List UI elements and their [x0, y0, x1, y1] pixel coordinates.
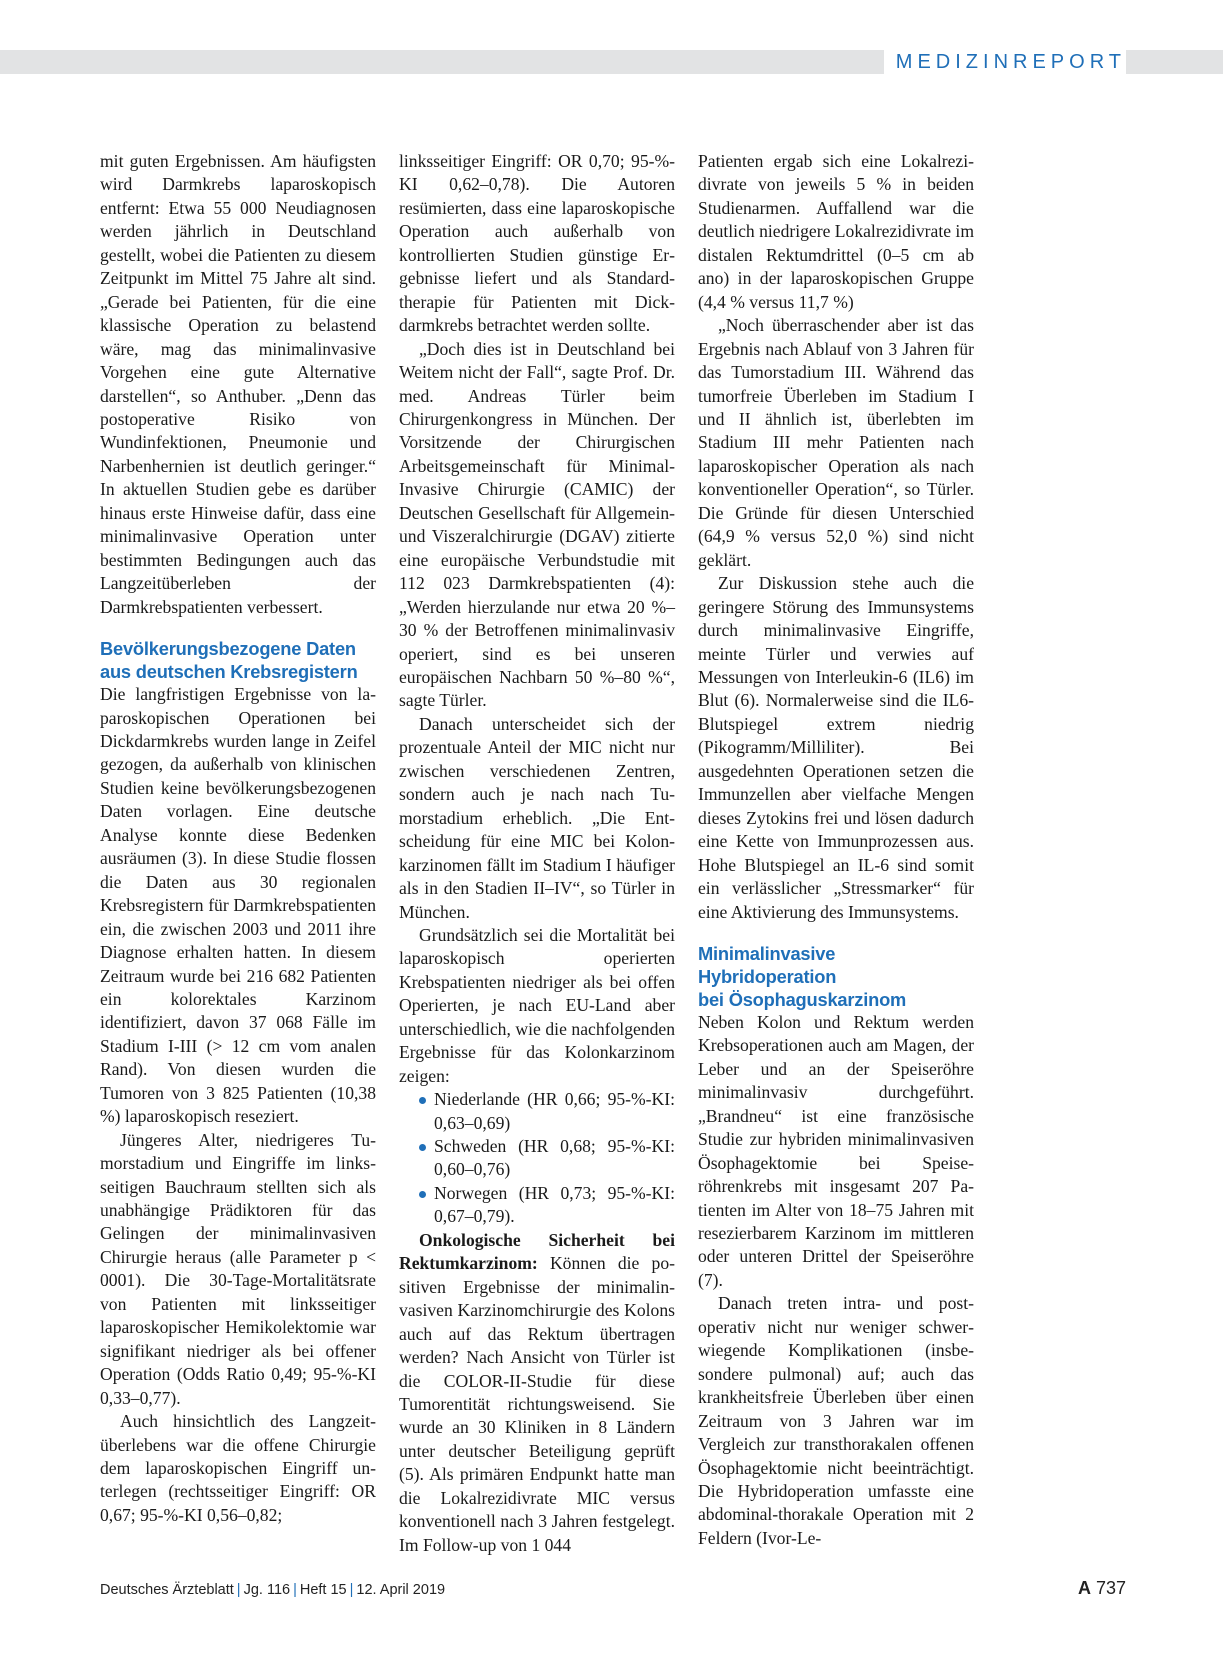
- separator: |: [236, 1582, 241, 1598]
- subheading-line: Minimalinvasive Hybridoperation: [698, 942, 837, 987]
- bullet-item: Niederlande (HR 0,66; 95-%-KI: 0,63–0,69): [399, 1088, 675, 1135]
- footer: [100, 1582, 445, 1598]
- paragraph: Auch hinsichtlich des Langzeitüberlebens war die offene Chirurgie dem laparoskopischen Eingriff unterlegen (rechtsseitiger Eingriff: OR 0,67; 95-%-KI 0,56–0,82;: [100, 1411, 376, 1525]
- paragraph: Die langfristigen Ergebnisse von laparoskopischen Operationen bei Dickdarmkrebs wurden lange in Zeifel gezogen, da außerhalb von klinischen Studien keine bevölkerungsbezogenen Daten vorlagen. Eine deutsche Analyse konnte diese Bedenken ausräumen (3). In diese Studie flossen die Daten aus 30 regionalen Krebsregistern für Darmkrebspatienten ein, die zwischen 2003 und 2011 ihre Diagnose erhalten hatten. In diesem Zeitraum wurde bei 216 682 Patienten ein kolorektales Karzinom identifiziert, davon 37 068 Fälle im Stadium I-III (> 12 cm vom analen Rand). Von diesen wurden die Tumoren von 3 825 Patienten (10,38 %) laparoskopisch reseziert.: [100, 684, 376, 1127]
- subheading-line: Bevölkerungsbezogene Daten: [100, 638, 356, 660]
- paragraph: „Doch dies ist in Deutschland bei Weitem nicht der Fall“, sagte Prof. Dr. med. Andreas Türler beim Chirurgenkongress in München. Der Vorsitzende der Chirurgischen Arbeitsgemeinschaft für Minimal-Invasive Chirurgie (CAMIC) der Deutschen Gesellschaft für Allgemein- und Viszeralchirurgie (DGAV) zitierte eine europäische Verbundstudie mit 112 023 Darmkrebspatienten (4): „Werden hierzulande nur etwa 20 %–30 % der Betroffenen minimalinvasiv operiert, sind es bei unseren europäischen Nachbarn 50 %–80 %“, sagte Türler.: [399, 338, 675, 711]
- bullet-list: [399, 1088, 675, 1229]
- separator: |: [293, 1582, 297, 1598]
- bullet-item: Norwegen (HR 0,73; 95-%-KI: 0,67–0,79).: [399, 1182, 675, 1229]
- column-1: [100, 150, 376, 1527]
- separator: |: [349, 1582, 354, 1598]
- paragraph: Danach unterscheidet sich der prozentuale Anteil der MIC nicht nur zwischen verschiedenen Zentren, sondern auch je nach nach Tumorstadium erheblich. „Die Entscheidung für eine MIC bei Kolonkarzinomen fällt im Stadium I häufiger als in den Stadien II–IV“, so Türler in München.: [399, 713, 675, 922]
- issue-date: 12. April 2019: [356, 1582, 446, 1598]
- page-prefix: A: [1077, 1578, 1091, 1598]
- subheading-line: aus deutschen Krebsregistern: [100, 661, 358, 683]
- volume: Jg. 116: [243, 1582, 291, 1598]
- subheading: [100, 637, 376, 683]
- column-3: [698, 150, 974, 1550]
- column-2: [399, 150, 675, 1557]
- paragraph: „Noch überraschender aber ist das Ergebnis nach Ablauf von 3 Jahren für das Tumorstadium III. Während das tumorfreie Überleben im Stadium I und II ähnlich ist, überlebten im Stadium III mehr Patienten nach laparoskopischer Operation als nach konventioneller Operation“, so Türler. Die Gründe für diesen Unterschied (64,9 % versus 52,0 %) sind nicht geklärt.: [698, 315, 974, 570]
- paragraph-text: Können die positiven Ergebnisse der minimalinvasiven Karzinomchirurgie des Kolons auch auf das Rektum übertragen werden? Nach Ansicht von Türler ist die COLOR-II-Studie für diese Tumorentität richtungsweisend. Sie wurde an 30 Kliniken in 8 Ländern unter deutscher Beteiligung geprüft (5). Als primären Endpunkt hatte man die Lokalrezidivrate MIC versus konventionell nach 3 Jahren festgelegt. Im Follow-up von 1 044: [399, 1253, 675, 1555]
- page-number: [1078, 1578, 1126, 1599]
- bullet-item: Schweden (HR 0,68; 95-%-KI: 0,60–0,76): [399, 1135, 675, 1182]
- section-label: MEDIZINREPORT: [884, 50, 1126, 74]
- journal-name: Deutsches Ärzteblatt: [100, 1582, 234, 1598]
- paragraph: Danach treten intra- und postoperativ nicht nur weniger schwerwiegende Komplikationen (insbesondere pulmonal) auf; auch das krankheitsfreie Überleben über einen Zeitraum von 3 Jahren war im Vergleich zur transthorakalen offenen Ösophagektomie nicht beeinträchtigt. Die Hybridoperation umfasste eine abdominal-thorakale Operation mit 2 Feldern (Ivor-Le-: [698, 1293, 974, 1548]
- paragraph: linksseitiger Eingriff: OR 0,70; 95-%-KI 0,62–0,78). Die Autoren resümierten, dass eine laparoskopische Operation auch außerhalb von kontrollierten Studien günstige Ergebnisse liefert und als Standardtherapie für Patienten mit Dickdarmkrebs betrachtet werden sollte.: [399, 151, 675, 336]
- subheading: [698, 942, 974, 1011]
- paragraph: Grundsätzlich sei die Mortalität bei laparoskopisch operierten Krebspatienten niedriger als bei offen Operierten, je nach EU-Land aber unterschiedlich, wie die nachfolgenden Ergebnisse für das Kolonkarzinom zeigen:: [399, 924, 675, 1086]
- paragraph: Neben Kolon und Rektum werden Krebsoperationen auch am Magen, der Leber und an der Speiseröhre minimalinvasiv durchgeführt. „Brandneu“ ist eine französische Studie zur hybriden minimalinvasiven Ösophagektomie bei Speiseröhrenkrebs mit insgesamt 207 Patienten im Alter von 18–75 Jahren mit resezierbarem Karzinom im mittleren oder unteren Drittel der Speiseröhre (7).: [698, 1011, 974, 1290]
- paragraph: [399, 1229, 675, 1557]
- paragraph: Patienten ergab sich eine Lokalrezidivrate von jeweils 5 % in beiden Studienarmen. Auffallend war die deutlich niedrigere Lokalrezidivrate im distalen Rektumdrittel (0–5 cm ab ano) in der laparoskopischen Gruppe (4,4 % versus 11,7 %): [698, 151, 975, 312]
- run-in-heading: Onkologische Sicherheit bei Rektumkarzinom:: [399, 1229, 675, 1274]
- paragraph: Zur Diskussion stehe auch die geringere Störung des Immunsystems durch minimalinvasive Eingriffe, meinte Türler und verwies auf Messungen von Interleukin-6 (IL6) im Blut (6). Normalerweise sind die IL6-Blutspiegel extrem niedrig (Pikogramm/Milliliter). Bei ausgedehnten Operationen setzen die Immunzellen aber vielfache Mengen dieses Zytokins frei und lösen dadurch eine Kette von Immunprozessen aus. Hohe Blutspiegel an IL-6 sind somit ein verlässlicher „Stressmarker“ für eine Aktivierung des Immunsystems.: [698, 573, 974, 922]
- paragraph: Jüngeres Alter, niedrigeres Tumorstadium und Eingriffe im linksseitigen Bauchraum stellten sich als unabhängige Prädiktoren für das Gelingen der minimalinvasiven Chirurgie heraus (alle Parameter p < 0001). Die 30-Tage-Mortalitätsrate von Patienten mit linksseitiger laparoskopischer Hemikolektomie war signifikant niedriger als bei offener Operation (Odds Ratio 0,49; 95-%-KI 0,33–0,77).: [100, 1129, 376, 1408]
- issue: Heft 15: [299, 1582, 347, 1598]
- subheading-line: bei Ösophaguskarzinom: [698, 988, 907, 1010]
- page-number-value: 737: [1095, 1578, 1126, 1598]
- paragraph: mit guten Ergebnissen. Am häufigsten wird Darmkrebs laparoskopisch entfernt: Etwa 55 000 Neudiagnosen werden jährlich in Deutschland gestellt, wobei die Patienten zu diesem Zeitpunkt im Mittel 75 Jahre alt sind. „Gerade bei Patienten, für die eine klassische Operation zu belastend wäre, mag das minimalinvasive Vorgehen eine gute Alternative darstellen“, so Anthuber. „Denn das postoperative Risiko von Wundinfektionen, Pneumonie und Narbenhernien ist deutlich geringer.“ In aktuellen Studien gebe es darüber hinaus erste Hinweise dafür, dass eine minimalinvasive Operation unter bestimmten Bedingungen auch das Langzeitüberleben der Darmkrebspatienten verbessert.: [100, 151, 376, 617]
